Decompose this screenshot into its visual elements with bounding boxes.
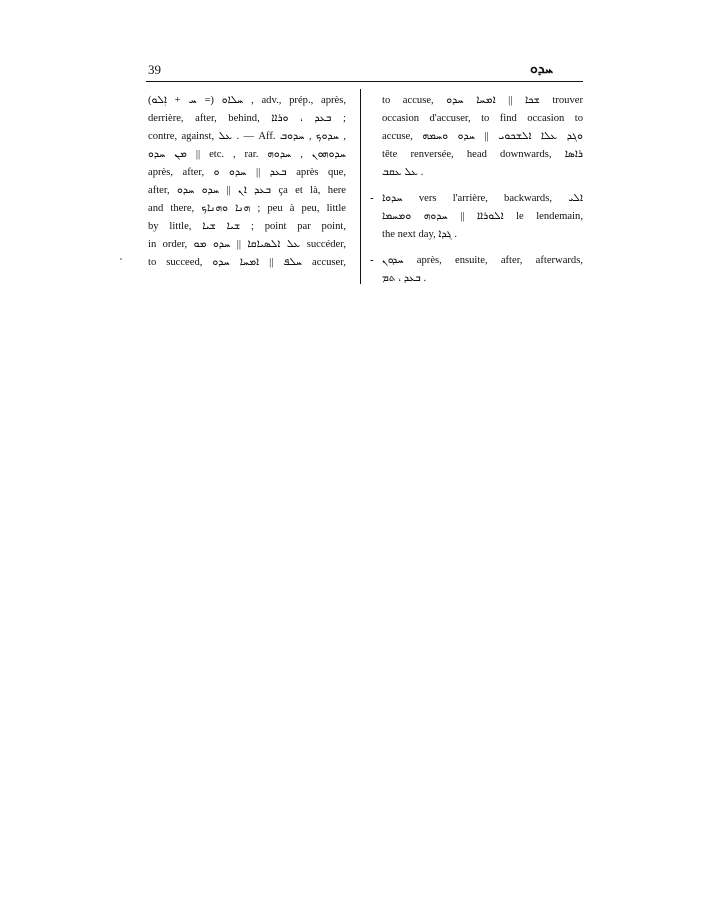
left-column (148, 92, 346, 272)
entry-dash: - (370, 255, 374, 266)
column-divider (360, 89, 361, 284)
left-line-7: and there, ܗܢܐ ܘܗܢܐܟ ; peu à peu, little (148, 203, 346, 214)
entry-continued (382, 92, 583, 182)
right-line-6: ܚܕܘܐ vers l'arrière, backwards, ܐܠܝ (382, 193, 583, 204)
right-line-2: occasion d'accuser, to find occasion to (382, 113, 583, 124)
left-line-6: after, ܒܥܕ ܐܢ || ܚܕܘ ܚܕܘ ça et là, here (148, 185, 346, 196)
left-line-4: ܡܢ ܚܕܘ || etc. , rar. ܚܕܘܗܘܢ , ܚܕܘܗ (148, 149, 346, 160)
right-line-4: tête renversée, head downwards, ܪܐܣܐ (382, 149, 583, 160)
page-number: 39 (148, 62, 161, 77)
left-line-9: in order, ܥܠ ܐܠܣܝܐܩܐ || ܚܕܘ ܡܘ succéder, (148, 239, 346, 250)
right-column (370, 92, 583, 288)
running-head: ܚܕܘ (530, 62, 554, 77)
right-line-10: ܒܥܕ ، ܬܡ . (382, 273, 427, 284)
right-line-9: ܚܕܘܢ après, ensuite, after, afterwards, (382, 255, 583, 266)
left-line-1: ܚܠܐܘ (= ܚ + ܐܼܠܘ) , adv., prép., après, (148, 95, 346, 106)
entry-backwards (370, 190, 583, 244)
entry-afterwards (370, 252, 583, 288)
left-line-2: derrière, after, behind, ܒܥܕ ، ܘܪܐܐ ; (148, 113, 346, 124)
left-line-3: contre, against, ܥܠ . — Aff. ܚܕܘܟ , ܚܕܘܒ , (148, 131, 346, 142)
entry-dash: - (370, 193, 374, 204)
right-line-1: to accuse, ܫܟܐ || ܐܡܚܐ ܚܕܘ trouver (382, 95, 583, 106)
margin-speck (120, 258, 122, 260)
left-line-5: après, after, ܒܥܕ || ܚܕܘ ܘ après que, (148, 167, 346, 178)
right-line-8: the next day, ܓܕܐ . (382, 229, 458, 240)
header-rule (146, 81, 583, 82)
left-line-10: to succeed, ܚܠܦ || ܐܡܚܐ ܚܕܘ accuser, (148, 257, 346, 268)
right-line-5: ܥܠ ܥܩܒ . (382, 167, 424, 178)
left-line-8: by little, ܫܝܐ ܫܝܐ ; point par point, (148, 221, 346, 232)
right-line-3: accuse, ܘܓܕ ܥܠܐ ܐܠܫܟܘܝ || ܚܕܘ ܘܚܡܗ (382, 131, 583, 142)
right-line-7: ܐܠܘܪܐܐ || ܚܕܘܗ ܘܡܚܡܐ le lendemain, (382, 211, 583, 222)
